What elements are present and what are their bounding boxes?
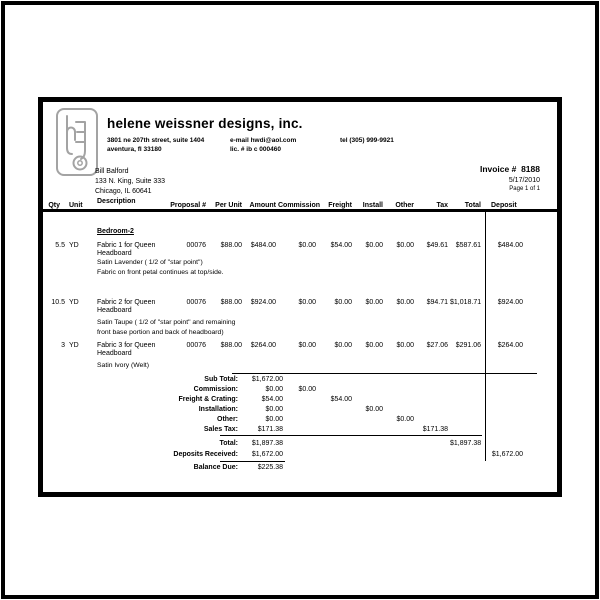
total-rule bbox=[220, 435, 482, 436]
item-unit: YD bbox=[69, 342, 79, 349]
company-license: lic. # ib c 000460 bbox=[230, 146, 281, 153]
item-freight: $54.00 bbox=[330, 242, 352, 249]
summary-amount: $1,672.00 bbox=[251, 451, 283, 458]
summary-amount: $225.38 bbox=[257, 464, 283, 471]
col-header-deposit: Deposit bbox=[491, 202, 517, 209]
item-amount: $484.00 bbox=[250, 242, 276, 249]
balance-rule bbox=[220, 461, 285, 462]
client-name: Bill Balford bbox=[95, 168, 129, 175]
summary-amount: $0.00 bbox=[265, 406, 283, 413]
col-header-per-unit: Per Unit bbox=[215, 202, 242, 209]
col-header-commission: Commission bbox=[278, 202, 321, 209]
item-description: Fabric 2 for Queen Headboard bbox=[97, 299, 156, 314]
col-header-qty: Qty bbox=[48, 202, 60, 209]
summary-amount: $54.00 bbox=[261, 396, 283, 403]
item-description: Fabric 3 for Queen Headboard bbox=[97, 342, 156, 357]
company-phone: tel (305) 999-9921 bbox=[340, 137, 394, 144]
invoice-number-label: Invoice # bbox=[479, 164, 517, 174]
summary-row-commission bbox=[43, 386, 557, 393]
item-qty: 3 bbox=[61, 342, 65, 349]
summary-column-amount: $171.38 bbox=[422, 426, 448, 433]
summary-column-amount: $1,672.00 bbox=[491, 451, 523, 458]
invoice-document bbox=[38, 97, 562, 497]
col-header-total: Total bbox=[464, 202, 481, 209]
summary-label: Sub Total: bbox=[204, 376, 238, 383]
summary-amount: $1,672.00 bbox=[251, 376, 283, 383]
item-other: $0.00 bbox=[396, 342, 414, 349]
summary-row-other bbox=[43, 416, 557, 423]
item-tax: $27.06 bbox=[426, 342, 448, 349]
summary-column-amount: $1,897.38 bbox=[450, 440, 482, 447]
item-note: Satin Lavender ( 1/2 of "star point") bbox=[97, 259, 203, 266]
item-deposit: $484.00 bbox=[497, 242, 523, 249]
company-email: e-mail hwdi@aol.com bbox=[230, 137, 297, 144]
item-note: Fabric on front petal continues at top/side. bbox=[97, 269, 224, 276]
item-unit: YD bbox=[69, 242, 79, 249]
line-item-row bbox=[43, 342, 557, 369]
item-proposal: 00076 bbox=[186, 242, 206, 249]
item-commission: $0.00 bbox=[298, 342, 316, 349]
invoice-number-line bbox=[423, 164, 540, 174]
item-qty: 5.5 bbox=[55, 242, 65, 249]
item-freight: $0.00 bbox=[334, 299, 352, 306]
client-address-line1: 133 N. King, Suite 333 bbox=[95, 178, 166, 185]
summary-row-sales-tax bbox=[43, 426, 557, 433]
col-header-description: Description bbox=[97, 198, 136, 205]
item-install: $0.00 bbox=[365, 299, 383, 306]
item-commission: $0.00 bbox=[298, 299, 316, 306]
summary-label: Commission: bbox=[193, 386, 238, 393]
item-per-unit: $88.00 bbox=[220, 299, 242, 306]
col-header-tax: Tax bbox=[436, 202, 448, 209]
col-header-amount: Amount bbox=[249, 202, 276, 209]
summary-label: Installation: bbox=[198, 406, 238, 413]
table-header-row bbox=[43, 198, 557, 209]
summary-column-amount: $0.00 bbox=[365, 406, 383, 413]
line-item-row bbox=[43, 242, 557, 276]
summary-row-balance-due bbox=[43, 464, 557, 471]
summary-label: Balance Due: bbox=[193, 464, 238, 471]
summary-amount: $171.38 bbox=[257, 426, 283, 433]
summary-label: Freight & Crating: bbox=[178, 396, 238, 403]
summary-column-amount: $0.00 bbox=[396, 416, 414, 423]
item-freight: $0.00 bbox=[334, 342, 352, 349]
item-deposit: $924.00 bbox=[497, 299, 523, 306]
item-tax: $94.71 bbox=[426, 299, 448, 306]
item-proposal: 00076 bbox=[186, 299, 206, 306]
header-rule bbox=[43, 209, 557, 212]
summary-label: Deposits Received: bbox=[173, 451, 238, 458]
summary-top-rule bbox=[232, 373, 537, 374]
item-total: $587.61 bbox=[455, 242, 481, 249]
item-per-unit: $88.00 bbox=[220, 242, 242, 249]
item-install: $0.00 bbox=[365, 342, 383, 349]
room-group-label: Bedroom-2 bbox=[97, 228, 134, 235]
item-total: $1,018.71 bbox=[450, 299, 482, 306]
summary-label: Total: bbox=[219, 440, 238, 447]
item-description: Fabric 1 for Queen Headboard bbox=[97, 242, 156, 257]
item-other: $0.00 bbox=[396, 242, 414, 249]
summary-column-amount: $54.00 bbox=[330, 396, 352, 403]
col-header-unit: Unit bbox=[69, 202, 83, 209]
invoice-page-count: Page 1 of 1 bbox=[509, 186, 540, 192]
item-amount: $924.00 bbox=[250, 299, 276, 306]
item-amount: $264.00 bbox=[250, 342, 276, 349]
item-other: $0.00 bbox=[396, 299, 414, 306]
invoice-number: 8188 bbox=[521, 164, 540, 174]
summary-amount: $1,897.38 bbox=[251, 440, 283, 447]
item-note: front base portion and back of headboard) bbox=[97, 329, 224, 336]
col-header-other: Other bbox=[395, 202, 414, 209]
col-header-install: Install bbox=[362, 202, 383, 209]
item-commission: $0.00 bbox=[298, 242, 316, 249]
line-item-row bbox=[43, 299, 557, 336]
summary-row-total bbox=[43, 440, 557, 447]
item-unit: YD bbox=[69, 299, 79, 306]
summary-row-installation bbox=[43, 406, 557, 413]
col-header-proposal: Proposal # bbox=[170, 202, 206, 209]
company-address-line1: 3801 ne 207th street, suite 1404 bbox=[107, 137, 205, 144]
item-note: Satin Ivory (Welt) bbox=[97, 362, 149, 369]
summary-row-freight bbox=[43, 396, 557, 403]
hwd-monogram-logo-icon bbox=[55, 107, 99, 177]
company-name: helene weissner designs, inc. bbox=[107, 116, 303, 131]
item-install: $0.00 bbox=[365, 242, 383, 249]
item-qty: 10.5 bbox=[51, 299, 65, 306]
client-address-line2: Chicago, IL 60641 bbox=[95, 188, 152, 195]
item-note: Satin Taupe ( 1/2 of "star point" and remaining bbox=[97, 319, 236, 326]
invoice-date: 5/17/2010 bbox=[508, 177, 540, 184]
deposit-column-divider bbox=[485, 209, 486, 461]
col-header-freight: Freight bbox=[328, 202, 352, 209]
item-per-unit: $88.00 bbox=[220, 342, 242, 349]
summary-amount: $0.00 bbox=[265, 416, 283, 423]
item-tax: $49.61 bbox=[426, 242, 448, 249]
summary-row-deposits-received bbox=[43, 451, 557, 458]
summary-label: Sales Tax: bbox=[203, 426, 238, 433]
summary-row-subtotal bbox=[43, 376, 557, 383]
summary-label: Other: bbox=[217, 416, 238, 423]
item-proposal: 00076 bbox=[186, 342, 206, 349]
item-total: $291.06 bbox=[455, 342, 481, 349]
summary-amount: $0.00 bbox=[265, 386, 283, 393]
item-deposit: $264.00 bbox=[497, 342, 523, 349]
summary-column-amount: $0.00 bbox=[298, 386, 316, 393]
company-address-line2: aventura, fl 33180 bbox=[107, 146, 162, 153]
